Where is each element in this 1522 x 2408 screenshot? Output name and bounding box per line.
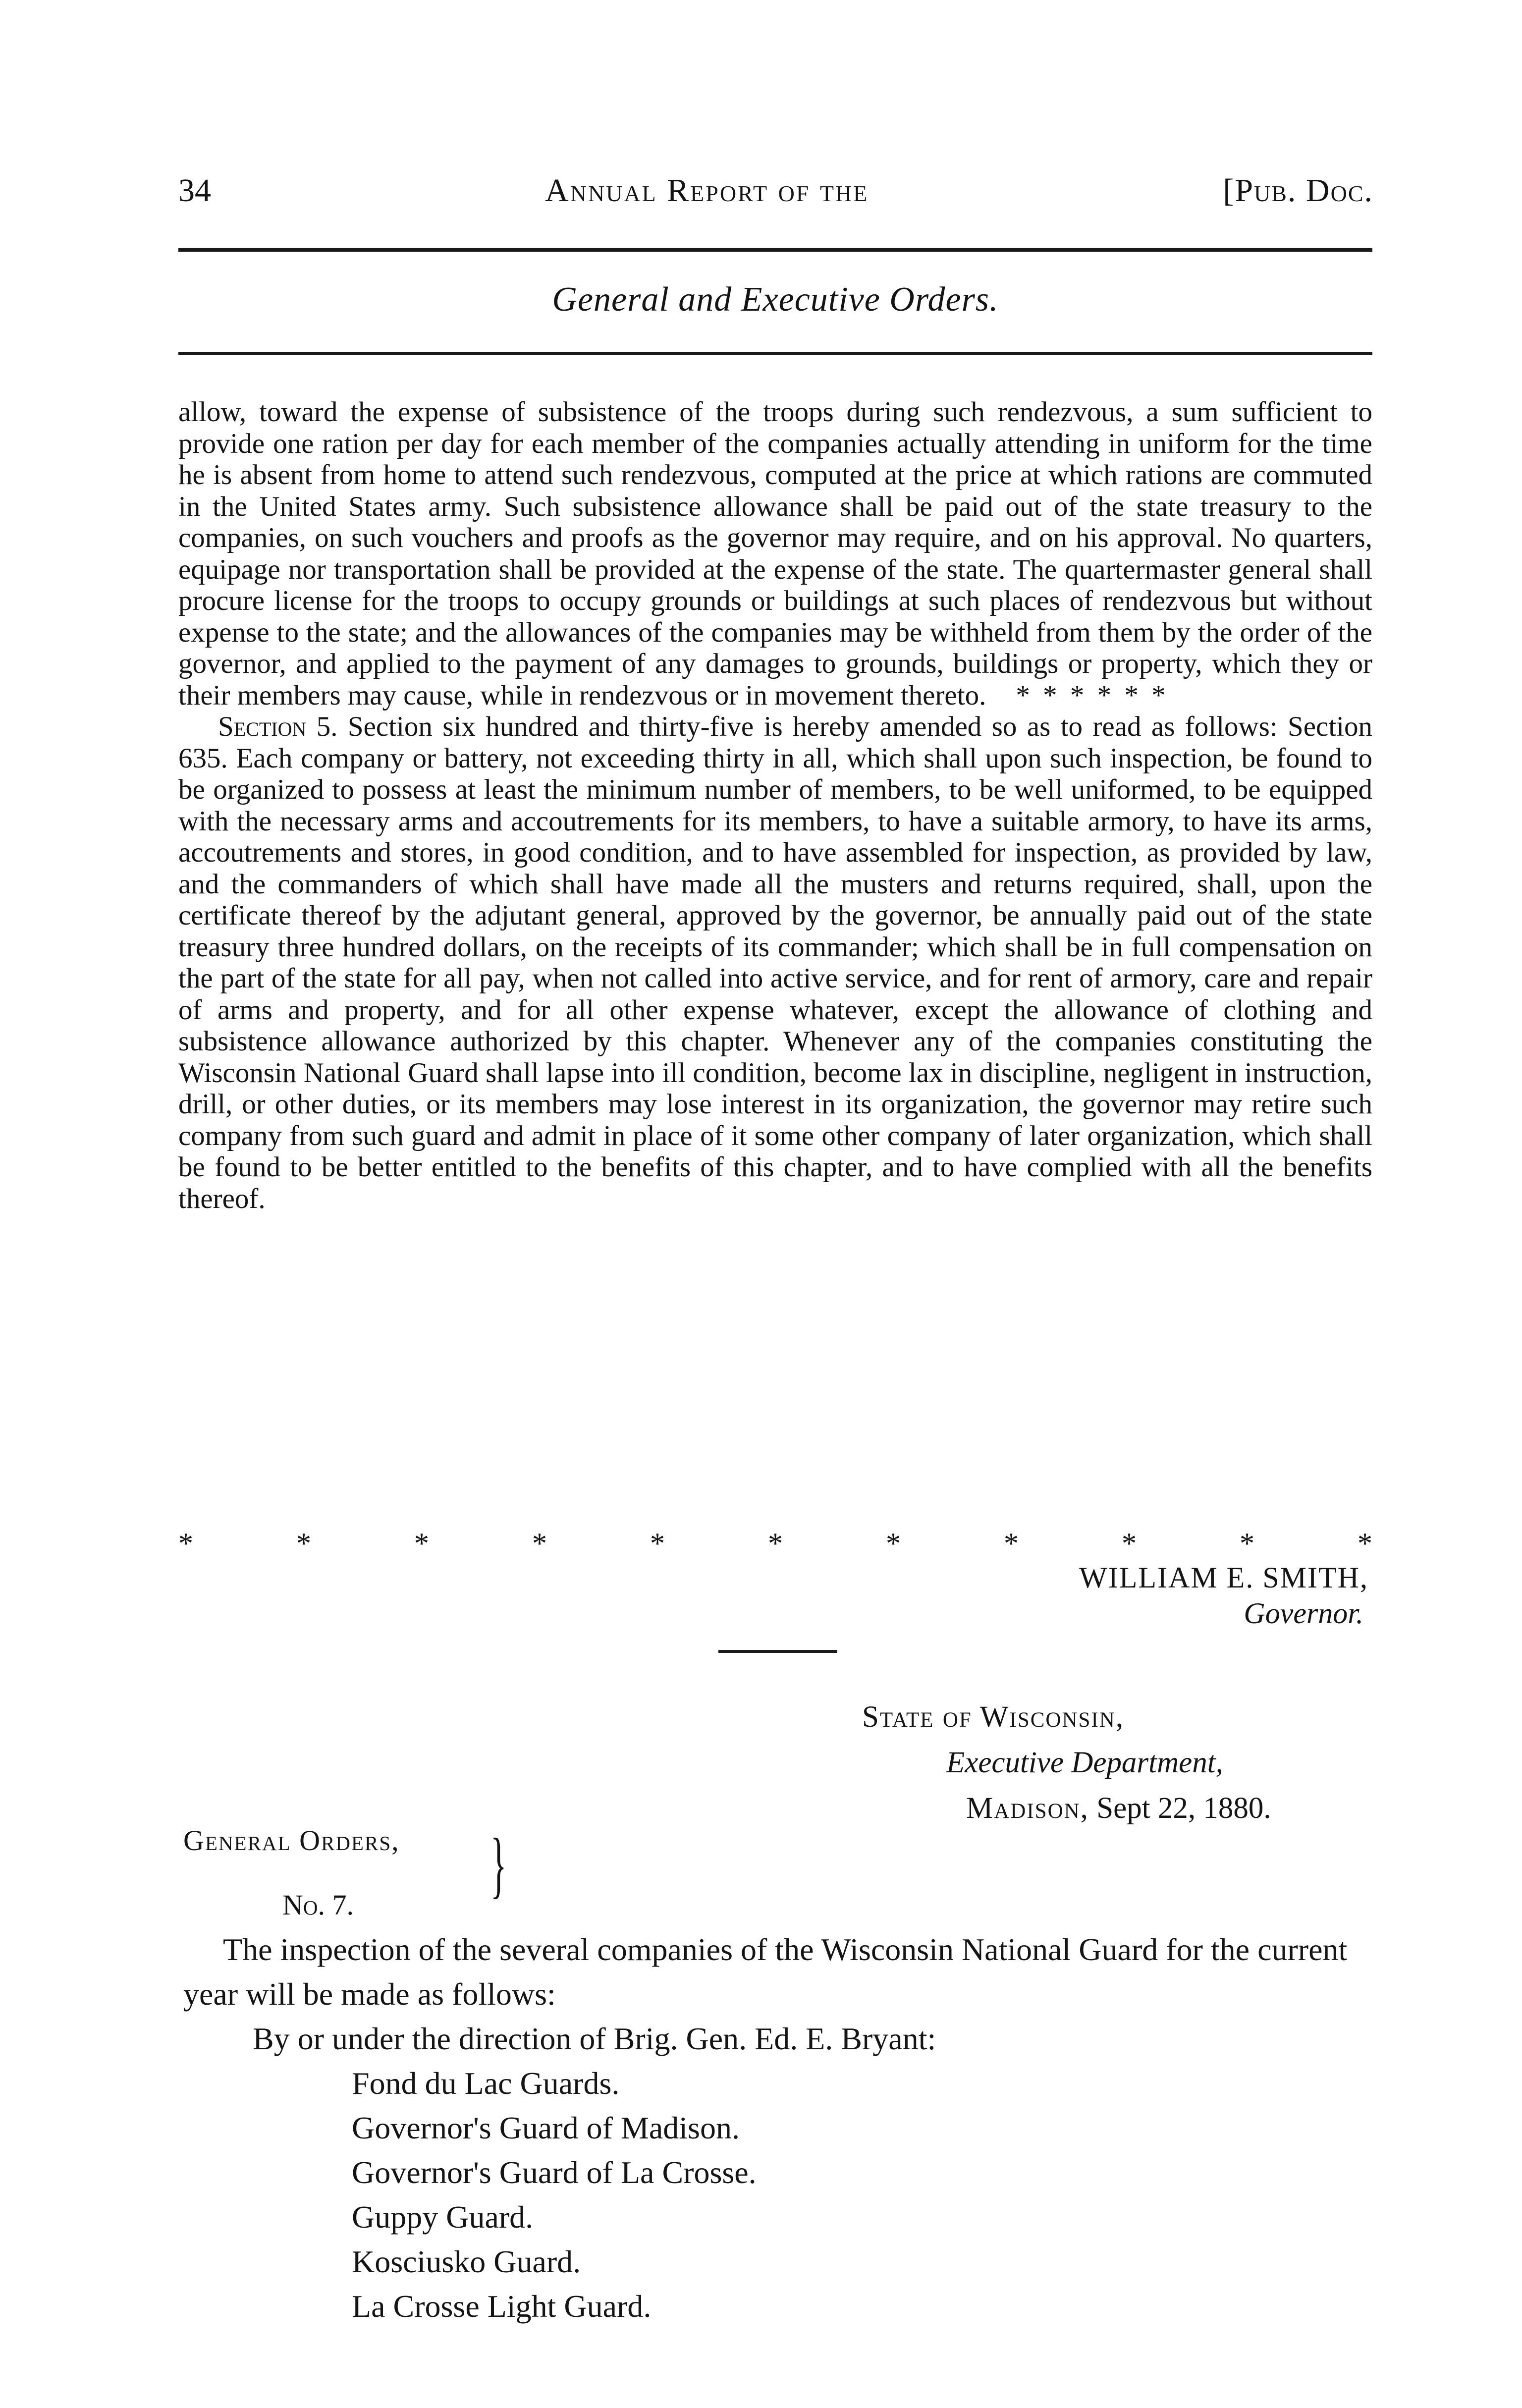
- body-paragraph-2: [178, 711, 1372, 1214]
- separator-rule: [718, 1650, 837, 1653]
- orders-heading: [183, 1808, 400, 1937]
- star-separator: *: [414, 1527, 429, 1560]
- body-paragraph-1: [178, 396, 1372, 711]
- star-separator: *: [768, 1527, 783, 1560]
- document-label: [Pub. Doc.: [1223, 172, 1373, 209]
- star-separator: *: [1240, 1527, 1254, 1560]
- company-list: [183, 2061, 1382, 2329]
- company-list-item: Governor's Guard of La Crosse.: [352, 2155, 757, 2190]
- star-separator: *: [1004, 1527, 1019, 1560]
- order-text: [183, 1927, 1382, 2329]
- running-head: [178, 168, 1373, 213]
- company-list-item: Kosciusko Guard.: [352, 2244, 581, 2279]
- curly-brace-icon: }: [490, 1823, 507, 1906]
- company-list-item: Fond du Lac Guards.: [352, 2066, 620, 2101]
- company-list-item: Guppy Guard.: [352, 2199, 534, 2235]
- dateline: [862, 1695, 1271, 1831]
- star-separator: *: [1122, 1527, 1137, 1560]
- star-separator: *: [1358, 1527, 1372, 1560]
- star-row: [178, 1526, 1372, 1561]
- paragraph-stars: * * * * * *: [1016, 679, 1169, 711]
- order-by-line: By or under the direction of Brig. Gen. Ed. E. Bryant:: [253, 2021, 936, 2056]
- order-intro: The inspection of the several companies of the Wisconsin National Guard for the current year will be made as follows:: [183, 1932, 1348, 2012]
- dateline-city-date: [862, 1786, 1271, 1831]
- body-text: [178, 396, 1372, 1214]
- section-heading: General and Executive Orders.: [552, 280, 999, 319]
- star-separator: *: [886, 1527, 901, 1560]
- header-rule-bottom: [178, 352, 1372, 355]
- signatory-name: WILLIAM E. SMITH,: [1079, 1561, 1368, 1594]
- orders-label: General Orders,: [183, 1824, 400, 1857]
- star-separator: *: [296, 1527, 311, 1560]
- dateline-state: State of Wisconsin,: [862, 1700, 1125, 1734]
- company-list-item: Governor's Guard of Madison.: [352, 2110, 740, 2145]
- signatory-title: Governor.: [1244, 1597, 1363, 1630]
- body-paragraph-2-text: 5. Section six hundred and thirty-five is hereby amended so as to read as follows: Section 635. Each company or battery, not exceeding thirty in all, which shall upon such inspection, be found to be organized to possess at least the minimum number of members, to be well uniformed, to be equipped with the necessary arms and accoutrements for its members, to have a suitable armory, to have its arms, accoutrements and stores, in good condition, and to have assembled for inspection, as provided by law, and the commanders of which shall have made all the musters and returns required, shall, upon the certificate thereof by the adjutant general, approved by the governor, be annually paid out of the state treasury three hundred dollars, on the receipts of its commander; which shall be in full compensation on the part of the state for all pay, when not called into active service, and for rent of armory, care and repair of arms and property, and for all other expense whatever, except the allowance of clothing and subsistence allowance authorized by this chapter. Whenever any of the companies constituting the Wisconsin National Guard shall lapse into ill condition, become lax in discipline, negligent in instruction, drill, or other duties, or its members may lose interest in its organization, the governor may retire such company from such guard and admit in place of it some other company of later organization, which shall be found to be better entitled to the benefits of this chapter, and to have complied with all the benefits thereof.: [178, 711, 1373, 1214]
- signature-block: [1079, 1560, 1368, 1631]
- page-number: 34: [178, 172, 211, 209]
- body-paragraph-1-text: allow, toward the expense of subsistence of the troops during such rendezvous, a sum sufficient to provide one ration per day for each member of the companies actually attending in uniform for the time he is absent from home to attend such rendezvous, computed at the price at which rations are commuted in the United States army. Such subsistence allowance shall be paid out of the state treasury to the companies, on such vouchers and proofs as the governor may require, and on his approval. No quarters, equipage nor transportation shall be provided at the expense of the state. The quartermaster general shall procure license for the troops to occupy grounds or buildings at such places of rendezvous but without expense to the state; and the allowances of the companies may be withheld from them by the order of the governor, and applied to the payment of any damages to grounds, buildings or property, which they or their members may cause, while in rendezvous or in movement thereto.: [178, 396, 1372, 711]
- dateline-department: Executive Department,: [946, 1746, 1223, 1779]
- dateline-city: Madison,: [966, 1792, 1089, 1825]
- header-rule-top: [178, 248, 1372, 252]
- report-title: Annual Report of the: [545, 172, 869, 209]
- section-label: Section: [218, 711, 307, 742]
- company-list-item: La Crosse Light Guard.: [352, 2289, 652, 2324]
- star-separator: *: [178, 1527, 193, 1560]
- orders-number: No. 7.: [282, 1889, 354, 1921]
- star-separator: *: [532, 1527, 547, 1560]
- star-separator: *: [650, 1527, 665, 1560]
- dateline-date: Sept 22, 1880.: [1096, 1792, 1271, 1825]
